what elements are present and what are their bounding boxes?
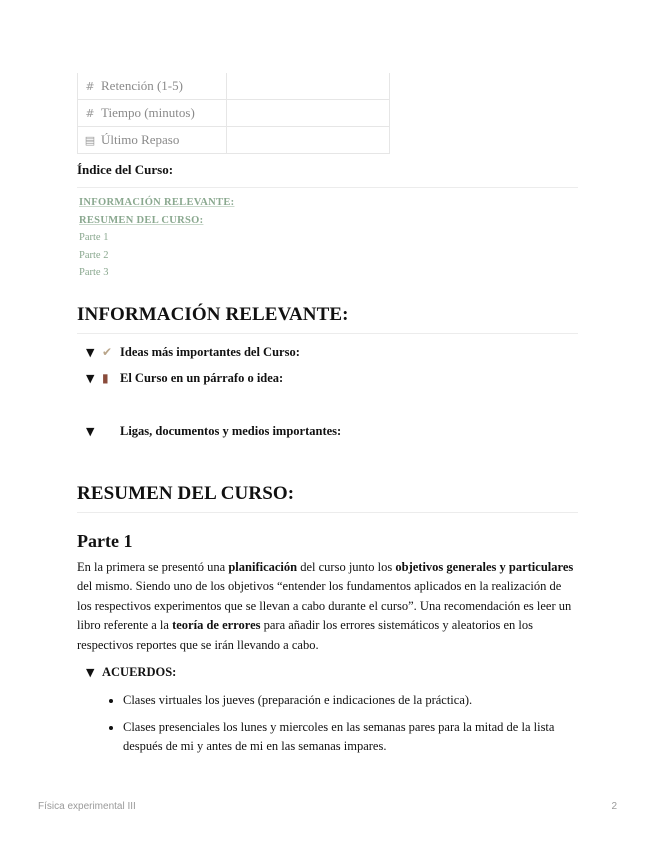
page-number: 2 bbox=[611, 801, 617, 812]
toc-link-informacion[interactable]: INFORMACIÓN RELEVANTE: bbox=[79, 197, 235, 208]
page-content bbox=[77, 73, 578, 764]
property-label: Último Repaso bbox=[101, 132, 180, 147]
text-run: En la primera se presentó una bbox=[77, 559, 229, 574]
spacer bbox=[77, 391, 578, 418]
property-row bbox=[78, 127, 390, 154]
list-item: • Clases virtuales los jueves (preparación e indicaciones de la práctica). bbox=[123, 691, 578, 710]
acuerdos-list bbox=[77, 691, 578, 756]
toggle-curso-parrafo[interactable] bbox=[86, 365, 578, 391]
property-value[interactable] bbox=[226, 73, 389, 100]
toc-title: Índice del Curso: bbox=[77, 162, 174, 177]
toggle-arrow-icon[interactable]: ▼ bbox=[86, 666, 95, 679]
property-row bbox=[78, 73, 390, 100]
toggle-label: Ideas más importantes del Curso: bbox=[120, 344, 300, 359]
calendar-icon: ▤ bbox=[84, 134, 96, 147]
toc-link-parte-1[interactable]: Parte 1 bbox=[79, 232, 109, 243]
property-value[interactable] bbox=[226, 100, 389, 127]
divider bbox=[77, 512, 578, 513]
toggle-label: El Curso en un párrafo o idea: bbox=[120, 370, 284, 385]
section-heading-informacion: INFORMACIÓN RELEVANTE: bbox=[77, 303, 349, 325]
toc-link-parte-2[interactable]: Parte 2 bbox=[79, 249, 109, 261]
properties-table bbox=[77, 73, 390, 154]
toggle-ligas[interactable] bbox=[86, 418, 578, 444]
toggle-arrow-icon[interactable]: ▼ bbox=[86, 371, 95, 385]
divider bbox=[77, 333, 578, 334]
property-value[interactable] bbox=[226, 127, 389, 154]
bold-text: objetivos generales y particulares bbox=[395, 559, 574, 574]
toc-link-resumen[interactable]: RESUMEN DEL CURSO: bbox=[79, 214, 204, 226]
property-row bbox=[78, 100, 390, 127]
section-heading-resumen: RESUMEN DEL CURSO: bbox=[77, 482, 295, 504]
part-heading: Parte 1 bbox=[77, 530, 133, 551]
toc-link-parte-3[interactable]: Parte 3 bbox=[79, 267, 109, 278]
divider bbox=[77, 187, 578, 188]
text-run: del mismo. Siendo uno de los objetivos “entender los fundamentos aplicados en la realización de los respectivos experimentos que se llevan a cabo durante el curso”. Una recomendación es leer un libro referente a la bbox=[77, 579, 572, 632]
table-of-contents bbox=[77, 194, 578, 282]
paragraph bbox=[77, 558, 578, 656]
toggle-list bbox=[77, 339, 578, 444]
property-label: Retención (1-5) bbox=[101, 78, 183, 93]
toggle-arrow-icon[interactable]: ▼ bbox=[86, 424, 95, 438]
list-item: • Clases presenciales los lunes y miercoles en las semanas pares para la mitad de la lista después de mi y antes de mi en las semanas impares. bbox=[123, 718, 578, 756]
footer-title: Física experimental III bbox=[38, 801, 136, 812]
bold-text: planificación bbox=[228, 559, 298, 574]
toggle-acuerdos[interactable] bbox=[86, 659, 578, 685]
property-label: Tiempo (minutos) bbox=[101, 105, 195, 120]
text-run: para añadir los errores sistemáticos y aleatorios en los respectivos reportes que se irán llevando a cabo. bbox=[77, 618, 533, 652]
bold-text: teoría de errores bbox=[172, 618, 261, 632]
check-icon: ✔ bbox=[102, 344, 113, 359]
text-run: del curso junto los bbox=[297, 559, 396, 574]
number-icon: # bbox=[85, 80, 95, 93]
number-icon: # bbox=[85, 107, 95, 120]
book-icon: ▮ bbox=[102, 370, 109, 385]
toggle-label: Ligas, documentos y medios importantes: bbox=[120, 423, 342, 438]
toggle-arrow-icon[interactable]: ▼ bbox=[86, 345, 95, 359]
toggle-ideas[interactable] bbox=[86, 339, 578, 365]
toggle-label: ACUERDOS: bbox=[102, 665, 177, 679]
